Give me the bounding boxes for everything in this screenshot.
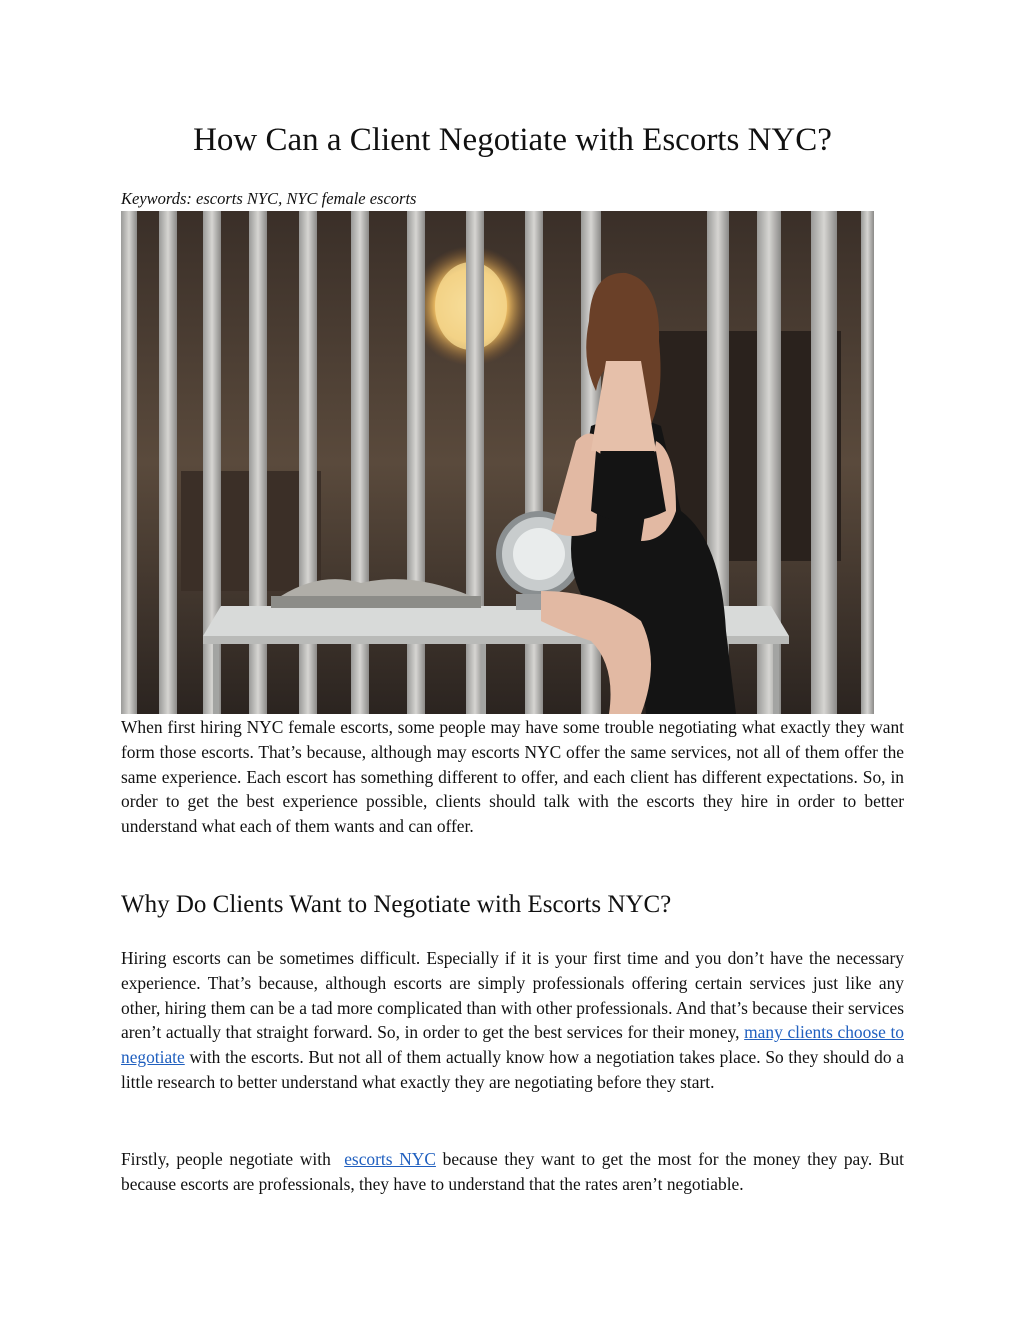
body-paragraph-1 [121,946,904,1095]
article-photo [121,211,874,714]
body-paragraph-2 [121,1147,904,1197]
paragraph-text-after-link: because they want to get the most for the money they pay. But because escorts are professionals, they have to understand that the rates aren’t negotiable. [121,1149,905,1194]
keywords-line: Keywords: escorts NYC, NYC female escorts [121,189,417,208]
paragraph-text-before-link: Firstly, people negotiate with [121,1149,345,1169]
paragraph-text-before-link: Hiring escorts can be sometimes difficult. Especially if it is your first time and you don’t have the necessary experience. That’s because, although escorts are simply professionals offering certain services just like any other, hiring them can be a tad more complicated than with other professionals. And that’s because their services aren’t actually that straight forward. So, in order to get the best services for their money, [121,948,904,1043]
negotiate-link[interactable]: many clients choose to negotiate [121,1022,904,1068]
section-heading: Why Do Clients Want to Negotiate with Escorts NYC? [121,891,672,918]
photo-illustration [121,211,874,714]
escorts-nyc-link[interactable]: escorts NYC [344,1149,436,1169]
paragraph-text-after-link: with the escorts. But not all of them actually know how a negotiation takes place. So they should do a little research to better understand what exactly they are negotiating before they start. [121,1047,904,1092]
intro-paragraph: When first hiring NYC female escorts, some people may have some trouble negotiating what exactly they want form those escorts. That’s because, although may escorts NYC offer the same services, not all of them offer the same experience. Each escort has something different to offer, and each client has different expectations. So, in order to get the best experience possible, clients should talk with the escorts they hire in order to better understand what each of them wants and can offer. [121,717,904,837]
page-title: How Can a Client Negotiate with Escorts NYC? [193,122,832,158]
